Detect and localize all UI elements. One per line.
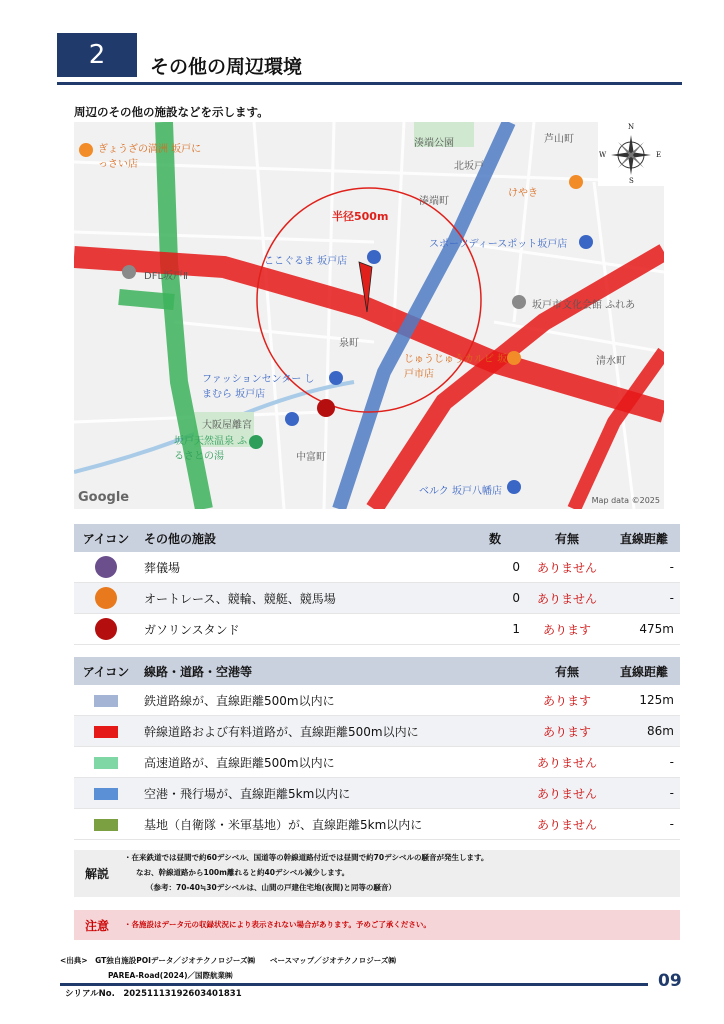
- compass-s: S: [629, 177, 634, 185]
- col-facility: その他の施設: [138, 524, 464, 552]
- map-attribution: Map data ©2025: [591, 496, 660, 505]
- route-row: [74, 716, 680, 747]
- explanation-box: [74, 850, 680, 897]
- section-title: その他の周辺環境: [150, 56, 303, 78]
- compass-w: W: [599, 151, 607, 159]
- route-has: ありません: [526, 778, 608, 809]
- route-name: 幹線道路および有料道路が、直線距離500m以内に: [138, 716, 526, 747]
- section-number: 2: [57, 33, 137, 77]
- col-distance: 直線距離: [608, 524, 680, 552]
- map-label-minatohashi: 湊端町: [419, 196, 449, 207]
- map-label-cocos: ここぐるま 坂戸店: [264, 256, 348, 267]
- caution-text: ・各施設はデータ元の収録状況により表示されない場合があります。予めご了承ください。: [124, 920, 431, 929]
- facility-has: ありません: [526, 583, 608, 614]
- map-label-osakaya: 大阪屋離宮: [202, 420, 252, 431]
- compass-rose: [598, 122, 664, 186]
- map-label-izumi: 泉町: [339, 338, 359, 349]
- col-icon: アイコン: [74, 524, 138, 552]
- route-name: 高速道路が、直線距離500m以内に: [138, 747, 526, 778]
- explanation-label: 解説: [84, 867, 109, 881]
- facility-name: オートレース、競輪、競艇、競馬場: [138, 583, 464, 614]
- google-logo: Google: [78, 490, 130, 505]
- map-label-park: 湊端公園: [414, 138, 454, 149]
- explanation-line-3: （参考：70-40≒30デシベルは、山間の戸建住宅地(夜間)と同等の騒音）: [146, 883, 396, 892]
- source-line-2: PAREA-Road(2024)／国際航業㈱: [108, 971, 233, 980]
- facility-distance: 475m: [608, 614, 680, 645]
- route-distance: 125m: [608, 685, 680, 716]
- col-count: 数: [464, 524, 526, 552]
- routes-table: [74, 657, 680, 840]
- route-distance: -: [608, 778, 680, 809]
- route-icon-cell: [74, 809, 138, 840]
- footer-divider: [60, 983, 648, 986]
- route-name: 鉄道路線が、直線距離500m以内に: [138, 685, 526, 716]
- map-label-keyaki: けやき: [508, 188, 538, 199]
- route-distance: -: [608, 809, 680, 840]
- route-icon-cell: [74, 778, 138, 809]
- map-graphics: [74, 122, 664, 509]
- route-has: あります: [526, 716, 608, 747]
- route-name: 基地（自衛隊・米軍基地）が、直線距離5km以内に: [138, 809, 526, 840]
- col-route: 線路・道路・空港等: [138, 657, 526, 685]
- compass-n: N: [628, 123, 635, 131]
- facility-distance: -: [608, 552, 680, 583]
- facility-has: ありません: [526, 552, 608, 583]
- facility-row: [74, 583, 680, 614]
- map-label-onsen: 坂戸天然温泉 ふるさとの湯: [174, 436, 248, 462]
- route-has: ありません: [526, 747, 608, 778]
- map-label-radius: 半径500m: [332, 210, 389, 223]
- facility-icon-cell: [74, 552, 138, 583]
- route-swatch-icon: [94, 819, 118, 831]
- explanation-line-1: ・在来鉄道では昼間で約60デシベル、国道等の幹線道路付近では昼間で約70デシベルの騒音が発生します。: [124, 853, 489, 862]
- route-row: [74, 685, 680, 716]
- map-label-belc: ベルク 坂戸八幡店: [419, 486, 502, 497]
- intro-text: 周辺のその他の施設などを示します。: [74, 105, 269, 119]
- header-divider: [57, 82, 682, 85]
- source-line-1: <出典> GT独自施設POIデータ／ジオテクノロジーズ㈱ ベースマップ／ジオテクノロジーズ㈱: [60, 956, 396, 965]
- facility-icon-cell: [74, 614, 138, 645]
- caution-box: [74, 910, 680, 940]
- route-swatch-icon: [94, 757, 118, 769]
- map-label-sports: スポーツディースポット坂戸店: [429, 239, 568, 250]
- facility-count: 0: [464, 583, 526, 614]
- route-row: [74, 778, 680, 809]
- facility-row: [74, 614, 680, 645]
- route-swatch-icon: [94, 695, 118, 707]
- facility-has: あります: [526, 614, 608, 645]
- facility-count: 1: [464, 614, 526, 645]
- caution-label: 注意: [84, 918, 109, 933]
- serial-number: シリアルNo. 20251113192603401831: [65, 989, 242, 999]
- map-label-shimamura: ファッションセンター しまむら 坂戸店: [202, 374, 315, 400]
- facility-name: 葬儀場: [138, 552, 464, 583]
- route-name: 空港・飛行場が、直線距離5km以内に: [138, 778, 526, 809]
- route-icon-cell: [74, 716, 138, 747]
- explanation-line-2: なお、幹線道路から100m離れると約40デシベル減少します。: [136, 868, 350, 877]
- compass-e: E: [656, 151, 662, 159]
- facility-distance: -: [608, 583, 680, 614]
- area-map[interactable]: [74, 122, 664, 509]
- facility-name: ガソリンスタンド: [138, 614, 464, 645]
- page-number: 09: [658, 971, 682, 991]
- map-label-kitasakado: 北坂戸: [454, 161, 484, 172]
- facility-marker-icon: [95, 587, 117, 609]
- map-label-nakatomi: 中富町: [296, 452, 326, 463]
- map-label-karubi: じゅうじゅうカルビ 坂戸市店: [404, 354, 508, 380]
- route-swatch-icon: [94, 726, 118, 738]
- route-distance: -: [608, 747, 680, 778]
- facility-marker-icon: [95, 556, 117, 578]
- map-label-dfl: DFL坂戸Ⅱ: [144, 271, 188, 282]
- route-has: ありません: [526, 809, 608, 840]
- col-distance: 直線距離: [608, 657, 680, 685]
- route-row: [74, 747, 680, 778]
- route-has: あります: [526, 685, 608, 716]
- map-label-shimizu: 清水町: [596, 356, 626, 367]
- route-swatch-icon: [94, 788, 118, 800]
- facility-icon-cell: [74, 583, 138, 614]
- facility-marker-icon: [95, 618, 117, 640]
- facility-row: [74, 552, 680, 583]
- route-icon-cell: [74, 747, 138, 778]
- map-label-culture: 坂戸市文化会館 ふれあ: [532, 300, 636, 311]
- col-has: 有無: [526, 657, 608, 685]
- route-icon-cell: [74, 685, 138, 716]
- route-distance: 86m: [608, 716, 680, 747]
- map-label-yoshiyama: 芦山町: [544, 134, 574, 145]
- col-has: 有無: [526, 524, 608, 552]
- col-icon: アイコン: [74, 657, 138, 685]
- map-label-gyoza: ぎょうざの満洲 坂戸にっさい店: [98, 144, 202, 170]
- route-row: [74, 809, 680, 840]
- facility-count: 0: [464, 552, 526, 583]
- facilities-table: [74, 524, 680, 645]
